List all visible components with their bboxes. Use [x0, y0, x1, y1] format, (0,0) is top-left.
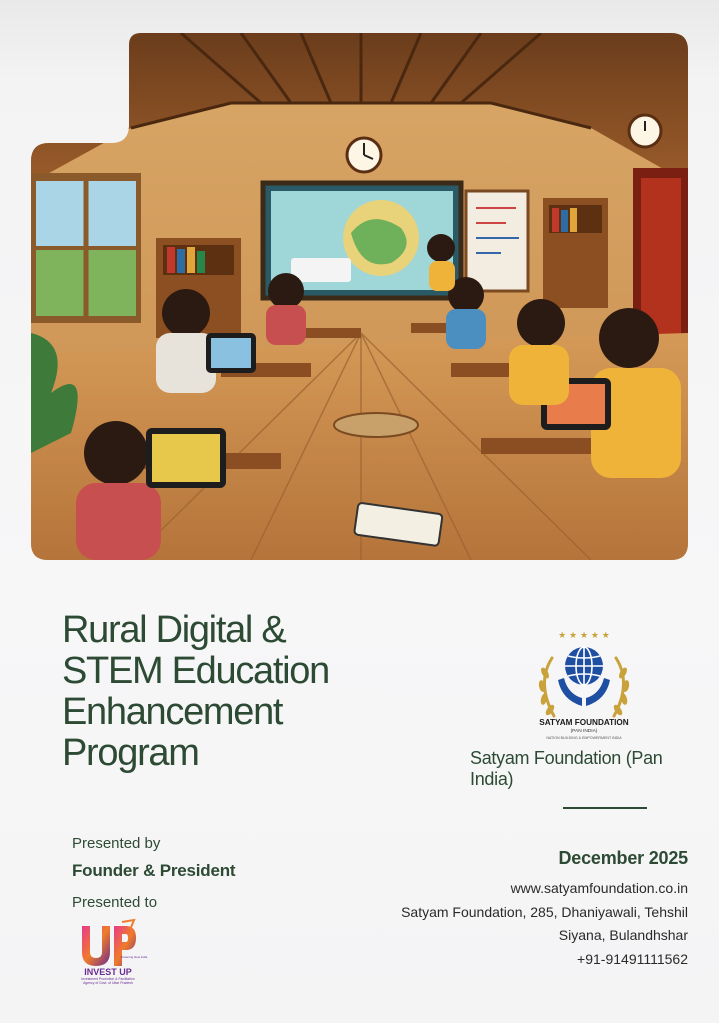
- address-line-1: Satyam Foundation, 285, Dhaniyawali, Tehshil: [401, 903, 688, 920]
- satyam-foundation-logo: [532, 628, 636, 744]
- divider-line: [563, 807, 647, 809]
- title-line-1: Rural Digital &: [62, 609, 286, 651]
- presenter-role: Founder & President: [72, 861, 236, 880]
- presented-to-label: Presented to: [72, 894, 158, 911]
- address-line-2: Siyana, Bulandhshar: [558, 927, 688, 943]
- program-title: [62, 610, 362, 774]
- phone-number: +91-91491111562: [577, 950, 688, 967]
- presented-by-label: Presented by: [72, 835, 161, 852]
- logo-text-sub: (PAN INDIA): [570, 729, 598, 734]
- logo-text-main: SATYAM FOUNDATION: [539, 718, 629, 727]
- title-line-3: Enhancement: [62, 691, 283, 733]
- hero-classroom-illustration: [31, 33, 688, 560]
- up-logo-small: Powering New India: [120, 955, 148, 959]
- website-link[interactable]: www.satyamfoundation.co.in: [510, 880, 688, 896]
- title-line-2: STEM Education: [62, 650, 329, 692]
- contact-block: [401, 877, 688, 971]
- up-logo-sub: Investment Promotion & Facilitation Agency of Govt. of Uttar Pradesh: [81, 977, 135, 985]
- logo-tagline: NATION BUILDING & EMPOWERMENT INDIA: [546, 736, 622, 740]
- date: December 2025: [558, 848, 688, 868]
- title-line-4: Program: [62, 732, 199, 774]
- svg-text:★ ★ ★ ★ ★: ★ ★ ★ ★ ★: [558, 631, 610, 641]
- organization-name: Satyam Foundation (Pan India): [470, 748, 663, 789]
- invest-up-logo: [72, 918, 148, 990]
- up-logo-text: INVEST UP: [84, 967, 132, 977]
